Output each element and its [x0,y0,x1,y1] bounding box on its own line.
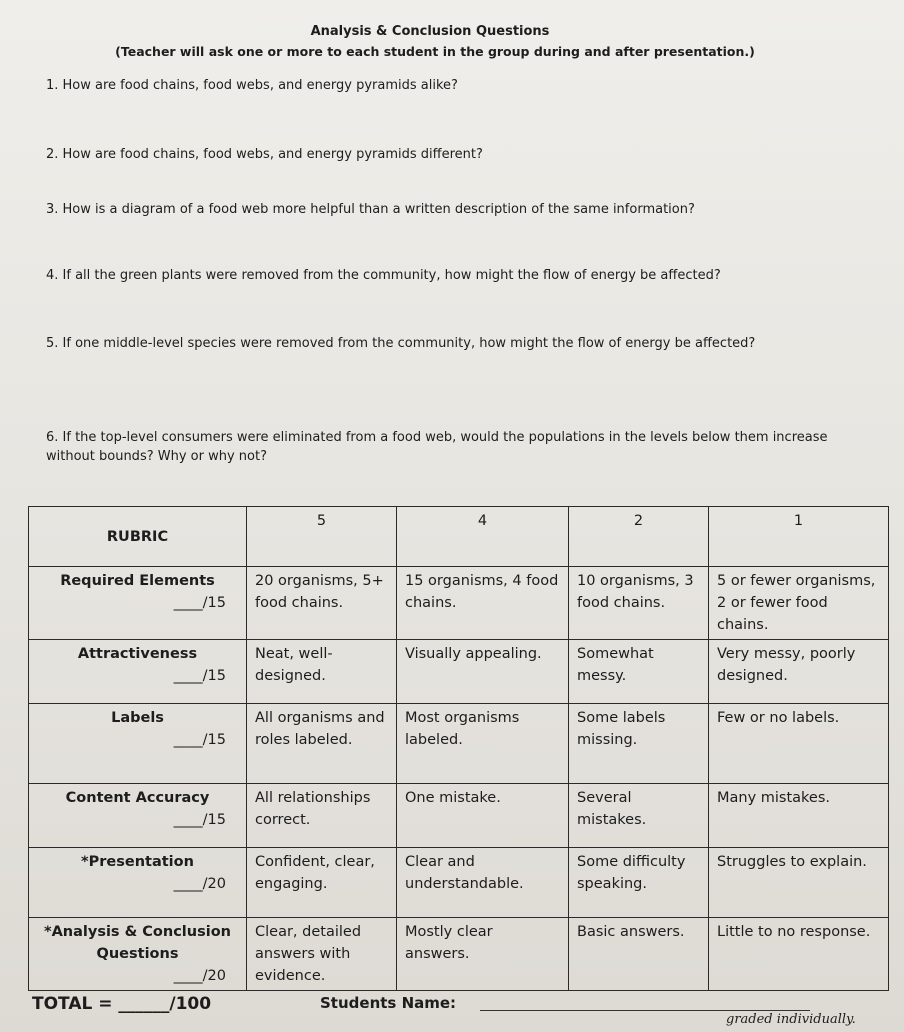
score-blank: ____/15 [173,668,226,684]
grading-note: graded individually. [726,1012,856,1027]
rubric-title: RUBRIC [29,507,247,567]
rubric-row [29,848,889,918]
score-blank: ____/15 [173,812,226,828]
rubric-cell: Confident, clear, engaging. [247,848,397,918]
student-name-label: Students Name: [320,994,457,1012]
rubric-col-1: 1 [709,507,889,567]
rubric-cell: All relationships correct. [247,784,397,848]
student-name-line[interactable] [480,1010,810,1011]
rubric-cell: Clear, detailed answers with evidence. [247,918,397,991]
score-blank: ____/15 [173,595,226,611]
rubric-row-label [29,640,247,704]
rubric-header-row [29,507,889,567]
rubric-cell: 15 organisms, 4 food chains. [397,567,569,640]
rubric-cell: Mostly clear answers. [397,918,569,991]
rubric-col-4: 4 [397,507,569,567]
page-instructions: (Teacher will ask one or more to each student in the group during and after presentation.) [115,44,755,59]
criterion-name: Labels [111,710,164,726]
question-5: 5. If one middle-level species were removed from the community, how might the flow of energy be affected? [46,336,756,351]
criterion-name: Required Elements [60,573,215,589]
question-4: 4. If all the green plants were removed from the community, how might the flow of energy be affected? [46,268,721,283]
rubric-cell: 5 or fewer organisms, 2 or fewer food chains. [709,567,889,640]
question-3: 3. How is a diagram of a food web more helpful than a written description of the same information? [46,202,695,217]
rubric-cell: 20 organisms, 5+ food chains. [247,567,397,640]
rubric-cell: Little to no response. [709,918,889,991]
rubric-cell: All organisms and roles labeled. [247,704,397,784]
score-blank: ____/20 [173,968,226,984]
score-blank: ____/20 [173,876,226,892]
rubric-row [29,640,889,704]
page-title: Analysis & Conclusion Questions [310,24,550,39]
rubric-cell: Visually appealing. [397,640,569,704]
rubric-cell: 10 organisms, 3 food chains. [569,567,709,640]
question-6: 6. If the top-level consumers were eliminated from a food web, would the populations in the levels below them increase without bounds? Why or why not? [46,430,828,464]
rubric-cell: Some labels missing. [569,704,709,784]
rubric-cell: Many mistakes. [709,784,889,848]
rubric-cell: Several mistakes. [569,784,709,848]
total-score: TOTAL = ______/100 [32,994,212,1014]
rubric-row-label [29,784,247,848]
rubric-cell: Neat, well-designed. [247,640,397,704]
rubric-col-5: 5 [247,507,397,567]
rubric-cell: Basic answers. [569,918,709,991]
rubric-table [28,506,889,991]
criterion-name: *Analysis & Conclusion Questions [43,924,231,962]
rubric-row [29,704,889,784]
criterion-name: Content Accuracy [65,790,210,806]
rubric-cell: Most organisms labeled. [397,704,569,784]
score-blank: ____/15 [173,732,226,748]
rubric-row [29,567,889,640]
question-1: 1. How are food chains, food webs, and energy pyramids alike? [46,78,458,93]
rubric-cell: Struggles to explain. [709,848,889,918]
rubric-cell: Clear and understandable. [397,848,569,918]
rubric-cell: Very messy, poorly designed. [709,640,889,704]
rubric-cell: Few or no labels. [709,704,889,784]
rubric-cell: Some difficulty speaking. [569,848,709,918]
rubric-row [29,784,889,848]
rubric-col-2: 2 [569,507,709,567]
rubric-row-label [29,567,247,640]
question-2: 2. How are food chains, food webs, and energy pyramids different? [46,147,483,162]
rubric-cell: Somewhat messy. [569,640,709,704]
criterion-name: *Presentation [81,854,194,870]
rubric-row-label [29,848,247,918]
rubric-row [29,918,889,991]
rubric-cell: One mistake. [397,784,569,848]
criterion-name: Attractiveness [77,646,198,662]
rubric-row-label [29,918,247,991]
rubric-row-label [29,704,247,784]
